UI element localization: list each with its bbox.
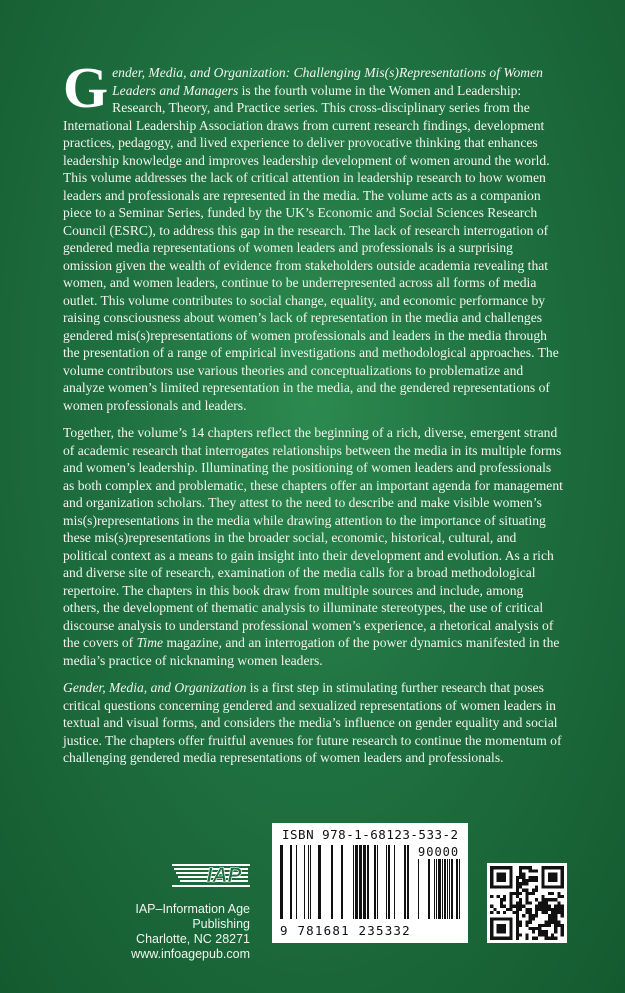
blurb-p2-text-a: Together, the volume’s 14 chapters reflect the beginning of a rich, diverse, emergent strand of academic research that interrogates relationships between the media in its multiple forms and women’s leadership. Illuminating the positioning of women leaders and professionals as both complex and problematic, these chapters offer an important agenda for management and organization scholars. They attest to the need to describe and make visible women’s mis(s)representations in the media while drawing attention to the importance of situating these mis(s)representations in the broader social, economic, historical, cultural, and political context as a means to gain insight into their development and evolution. As a rich and diverse site of research, examination of the media calls for a broad methodological repertoire. The chapters in this book draw from multiple sources and include, among others, the development of thematic analysis to illuminate stereotypes, the use of critical discourse analysis to understand professional women’s experience, a rhetorical analysis of the covers of: [63, 425, 563, 650]
isbn-barcode: [272, 823, 468, 943]
iap-logo-text: IAP: [206, 864, 242, 887]
isbn-number: ISBN 978-1-68123-533-2: [282, 827, 459, 842]
blurb-paragraph-1: [63, 55, 563, 414]
publisher-info: [126, 902, 250, 962]
qr-code: [487, 863, 567, 943]
price-barcode-bars: [414, 859, 460, 919]
drop-cap: G: [63, 55, 109, 120]
book-title-short: Gender, Media, and Organization: [63, 680, 247, 695]
publisher-name: IAP–Information Age Publishing: [135, 902, 250, 931]
blurb-p3-text: is a first step in stimulating further research that poses critical questions concerning gendered and sexualized representations of women leaders in textual and visual forms, and considers the media’s influence on gender equality and social justice. The chapters offer fruitful avenues for future research to continue the momentum of challenging gendered media representations of women leaders and professionals.: [63, 680, 562, 765]
price-code: 90000: [418, 845, 460, 859]
ean-barcode-bars: [280, 845, 410, 919]
blurb-paragraph-3: [63, 679, 563, 767]
barcode-digits: 9 781681 235332: [280, 923, 411, 938]
blurb-paragraph-2: [63, 424, 563, 669]
time-magazine-title: Time: [136, 635, 164, 650]
book-title-italic: ender, Media, and Organization: Challenging Mis(s)Representations of Women Leaders and Managers: [112, 65, 543, 98]
iap-logo: [172, 862, 250, 888]
blurb-p2-text-b: magazine, and an interrogation of the power dynamics manifested in the media’s practice of nicknaming women leaders.: [63, 635, 560, 668]
publisher-url: www.infoagepub.com: [131, 947, 250, 961]
blurb-p1-text: is the fourth volume in the Women and Leadership: Research, Theory, and Practice series. This cross-disciplinary series from the International Leadership Association draws from current research findings, development practices, pedagogy, and lived experience to deliver provocative thinking that enhances leadership knowledge and improves leadership development of women around the world. This volume addresses the lack of critical attention in leadership research to how women leaders and professionals are represented in the media. The volume acts as a companion piece to a Seminar Series, funded by the UK’s Economic and Social Sciences Research Council (ESRC), to address this gap in the research. The lack of research interrogation of gendered media representations of women leaders and professionals is a surprising omission given the wealth of evidence from stakeholders outside academia revealing that women, and women leaders, continue to be underrepresented across all forms of media outlet. This volume contributes to social change, equality, and economic performance by raising consciousness about women’s lack of representation in the media and challenges gendered mis(s)representations of women professionals and leaders in the media through the presentation of a range of empirical investigations and methodological approaches. The volume contributors use various theories and conceptualizations to problematize and analyze women’s limited representation in the media, and the gendered representations of women professionals and leaders.: [63, 82, 559, 413]
back-cover-blurb: [63, 55, 563, 777]
publisher-city: Charlotte, NC 28271: [136, 932, 250, 946]
